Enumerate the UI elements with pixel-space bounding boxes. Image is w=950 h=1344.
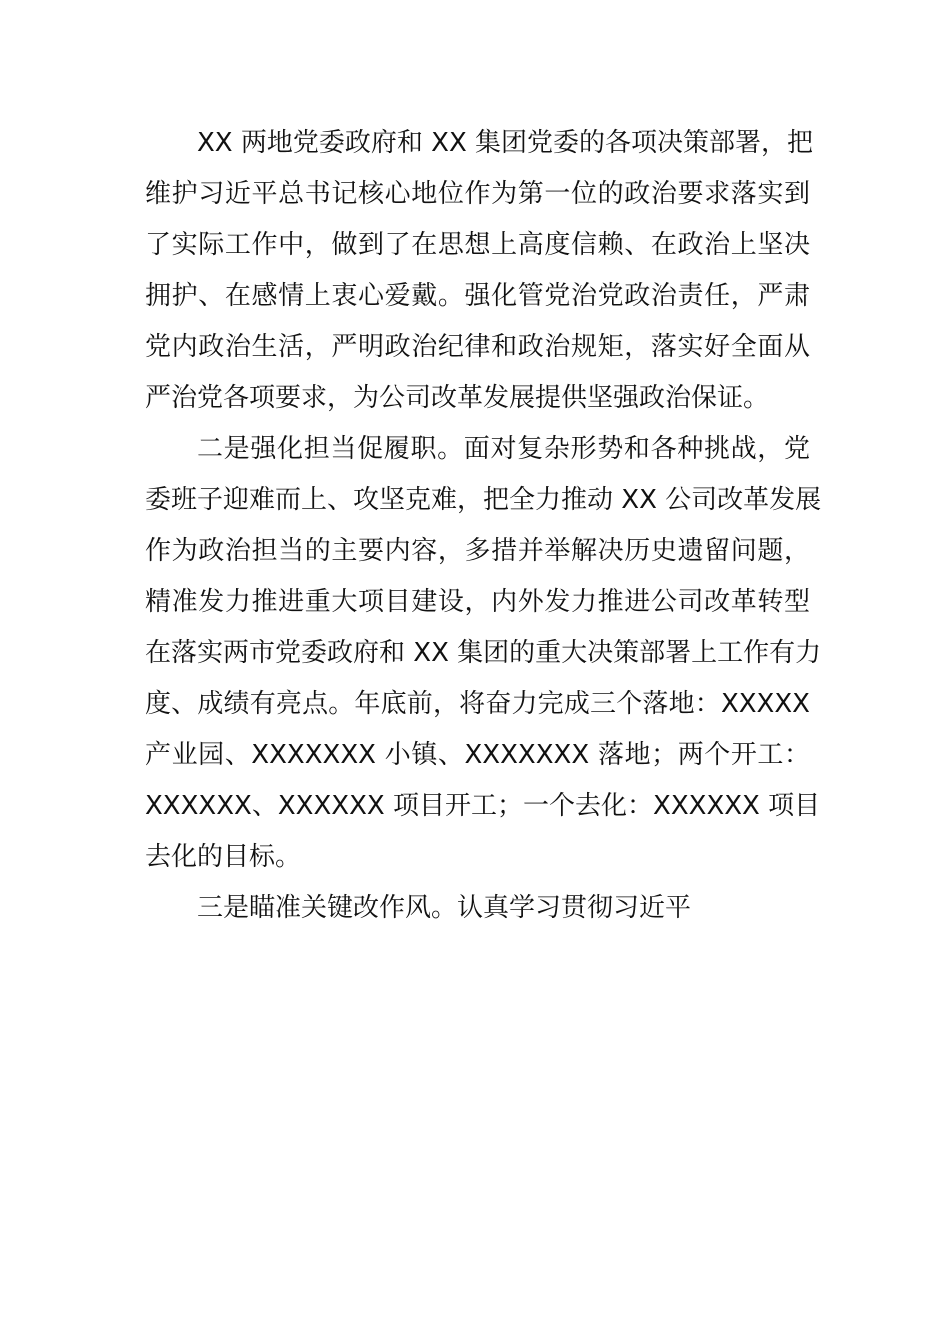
text-line: 党内政治生活，严明政治纪律和政治规矩，落实好全面从 — [145, 332, 810, 362]
text-line: 去化的目标。 — [145, 842, 302, 872]
text-line: 维护习近平总书记核心地位作为第一位的政治要求落实到 — [145, 179, 810, 209]
text-line: XX 两地党委政府和 XX 集团党委的各项决策部署，把 — [197, 128, 814, 158]
text-line: 在落实两市党委政府和 XX 集团的重大决策部署上工作有力 — [145, 638, 822, 668]
document-body — [145, 118, 822, 934]
paragraph — [145, 118, 814, 424]
text-line: 三是瞄准关键改作风。认真学习贯彻习近平 — [197, 893, 692, 923]
text-line: 产业园、XXXXXXX 小镇、XXXXXXX 落地；两个开工： — [145, 740, 810, 770]
text-line: 度、成绩有亮点。年底前，将奋力完成三个落地：XXXXX — [145, 689, 810, 719]
text-line: 委班子迎难而上、攻坚克难，把全力推动 XX 公司改革发展 — [145, 485, 822, 515]
text-line: 严治党各项要求，为公司改革发展提供坚强政治保证。 — [145, 383, 770, 413]
text-line: 精准发力推进重大项目建设，内外发力推进公司改革转型 — [145, 587, 810, 617]
paragraph — [145, 883, 810, 934]
text-line: 了实际工作中，做到了在思想上高度信赖、在政治上坚决 — [145, 230, 810, 260]
text-line: 作为政治担当的主要内容，多措并举解决历史遗留问题， — [145, 536, 810, 566]
text-line: XXXXXX、XXXXXX 项目开工；一个去化：XXXXXX 项目 — [145, 791, 821, 821]
text-line: 拥护、在感情上衷心爱戴。强化管党治党政治责任，严肃 — [145, 281, 810, 311]
text-line: 二是强化担当促履职。面对复杂形势和各种挑战，党 — [197, 434, 810, 464]
paragraph — [145, 424, 822, 883]
